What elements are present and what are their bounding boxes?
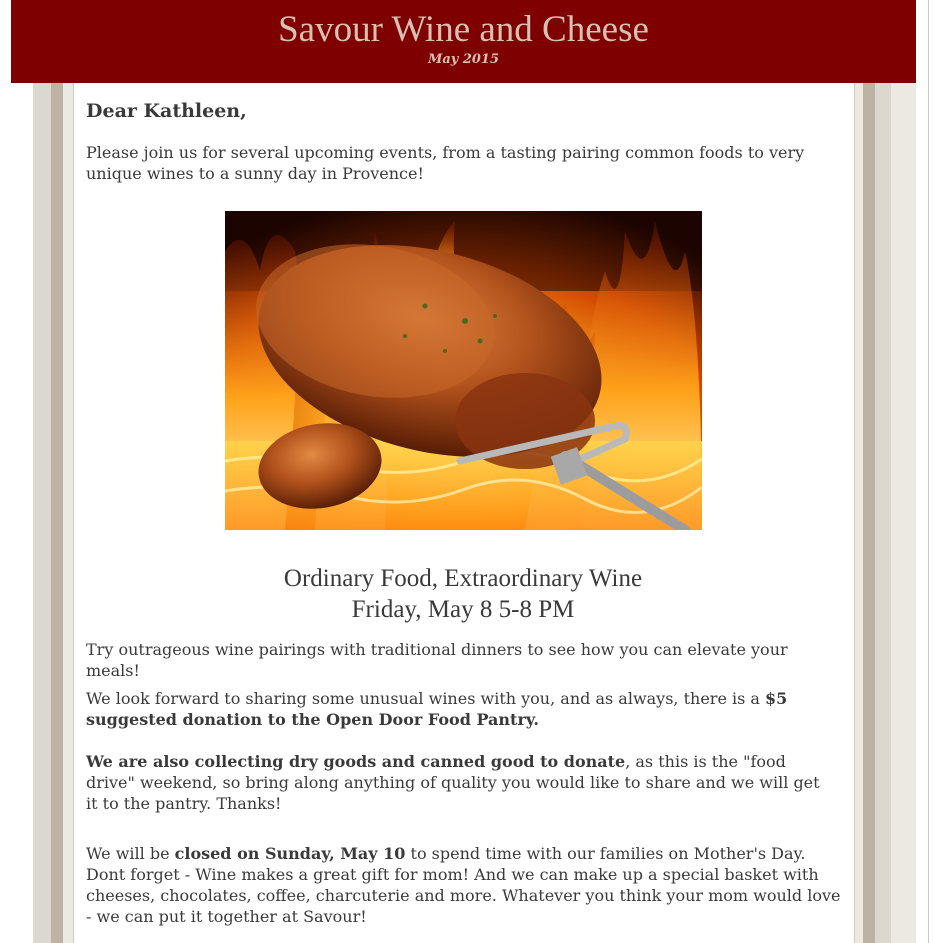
event-heading bbox=[73, 563, 853, 625]
event-time: Friday, May 8 5-8 PM bbox=[351, 596, 575, 623]
border-stripe bbox=[51, 0, 63, 943]
donation-highlight: $5 suggested donation to the Open Door Food Pantry. bbox=[86, 689, 788, 729]
closed-text-start: We will be bbox=[86, 844, 175, 863]
food-drive-paragraph bbox=[86, 751, 831, 814]
roast-chicken-flames-illustration bbox=[225, 211, 702, 530]
greeting: Dear Kathleen, bbox=[86, 100, 247, 122]
donation-paragraph bbox=[86, 688, 826, 730]
event-title: Ordinary Food, Extraordinary Wine bbox=[283, 565, 643, 592]
donation-text: We look forward to sharing some unusual wines with you, and as always, there is a bbox=[86, 689, 766, 708]
closed-text-rest: to spend time with our families on Mother's Day. Dont forget - Wine makes a great gift for mom! And we can make up a special basket with cheeses, chocolates, coffee, charcuterie and more. Whatever you think your mom would love - we can put it together at Savour! bbox=[86, 844, 841, 926]
border-stripe bbox=[863, 0, 875, 943]
event-description: Try outrageous wine pairings with traditional dinners to see how you can elevate your meals! bbox=[86, 640, 788, 680]
closed-date-highlight: closed on Sunday, May 10 bbox=[174, 844, 406, 863]
roast-chicken-image[interactable] bbox=[225, 211, 702, 530]
border-stripe bbox=[891, 0, 916, 943]
intro-paragraph: Please join us for several upcoming events, from a tasting pairing common foods to very unique wines to a sunny day in Provence! bbox=[86, 143, 805, 183]
border-stripe bbox=[875, 0, 891, 943]
issue-date: May 2015 bbox=[427, 52, 500, 67]
border-stripe bbox=[63, 0, 73, 943]
closed-notice-paragraph bbox=[86, 843, 841, 927]
newsletter-title: Savour Wine and Cheese bbox=[278, 9, 649, 50]
newsletter-header bbox=[11, 0, 916, 83]
window-edge bbox=[928, 0, 929, 943]
food-drive-highlight: We are also collecting dry goods and canned good to donate bbox=[86, 752, 626, 771]
border-stripe bbox=[33, 0, 51, 943]
food-drive-text: , as this is the "food drive" weekend, so bring along anything of quality you would like to share and we will get it to the pantry. Thanks! bbox=[86, 752, 820, 813]
